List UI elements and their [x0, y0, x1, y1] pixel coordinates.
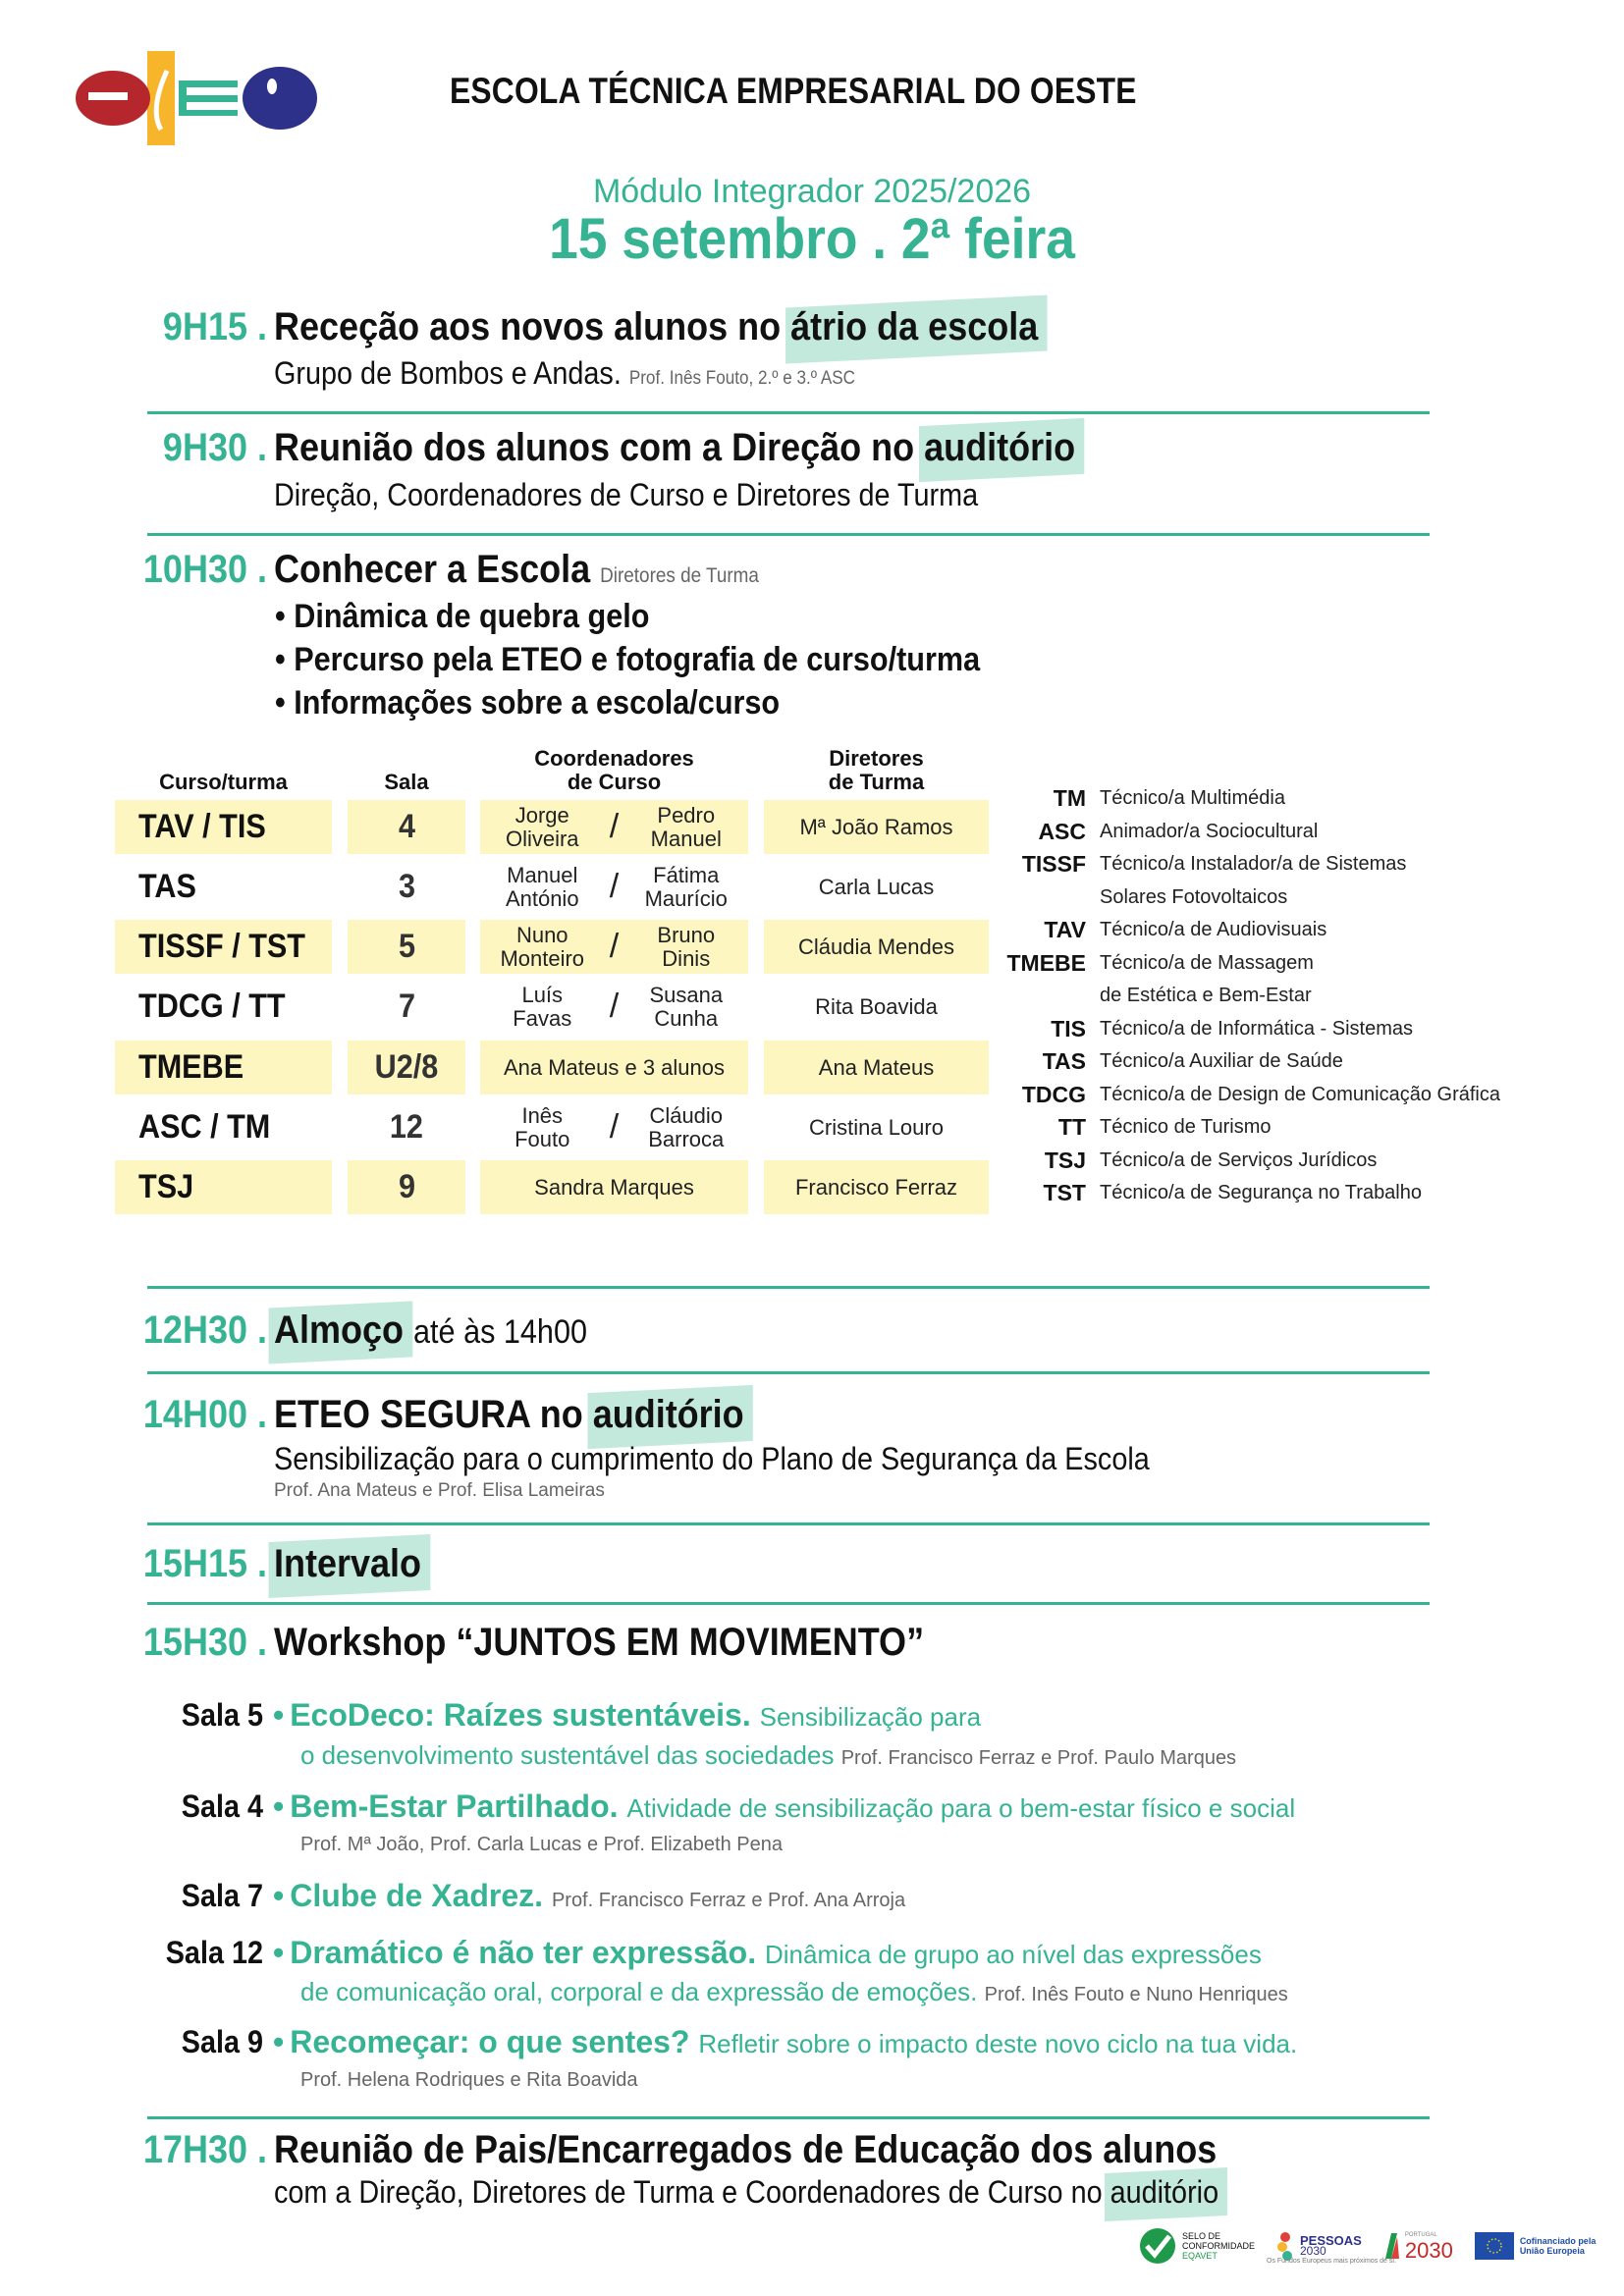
workshop-item: [147, 2024, 1297, 2060]
highlight-auditorio: auditório: [924, 426, 1076, 469]
eu-line: União Europeia: [1519, 2246, 1585, 2256]
workshop-profs: Prof. Helena Rodriques e Rita Boavida: [300, 2069, 638, 2091]
workshop-profs: Prof. Inês Fouto e Nuno Henriques: [984, 1984, 1288, 2005]
abbreviation-row: [1001, 1013, 1500, 1046]
workshop-item: [147, 1789, 1295, 1825]
abbreviation-code: TST: [1043, 1180, 1086, 1205]
header-line: de Curso: [567, 770, 662, 794]
diretor-name: Carla Lucas: [818, 874, 935, 899]
divider: [147, 1286, 1430, 1289]
title-text: ETEO SEGURA no: [274, 1393, 593, 1436]
name-line: Cláudio: [649, 1102, 724, 1128]
time-1230: 12H30 .: [142, 1308, 267, 1352]
workshop-title: EcoDeco: Raízes sustentáveis.: [290, 1697, 751, 1733]
eqavet-check-icon: [1139, 2227, 1176, 2265]
header-diretores: [764, 747, 989, 794]
eu-cofinanced-logo: [1475, 2232, 1597, 2260]
workshop-description: Sensibilização para: [759, 1702, 982, 1732]
table-cell-diretor: [764, 980, 989, 1034]
eqavet-line: EQAVET: [1182, 2251, 1218, 2261]
table-cell-curso: [115, 920, 332, 974]
abbreviation-meaning: de Estética e Bem-Estar: [1100, 985, 1312, 1006]
diretor-name: Cláudia Mendes: [798, 934, 954, 959]
coordinator-a: [480, 804, 605, 851]
table-cell-sala: [348, 1160, 465, 1214]
bullet-icon: •: [273, 1878, 285, 1913]
abbreviation-row: [1001, 1111, 1500, 1145]
workshop-room: Sala 7: [181, 1878, 263, 1913]
table-cell-coordenadores: [480, 1160, 748, 1214]
abbreviation-row: [1001, 881, 1500, 915]
curso-label: TMEBE: [138, 1048, 244, 1086]
title-lunch: [274, 1308, 587, 1353]
activity-bullets: [275, 595, 980, 724]
logo-E: [179, 80, 238, 116]
name-line: Manuel: [650, 826, 722, 851]
curso-label: TISSF / TST: [138, 928, 306, 965]
highlight-intervalo: Intervalo: [274, 1542, 422, 1585]
sub-text: com a Direção, Diretores de Turma e Coordenadores de Curso no: [274, 2174, 1110, 2210]
table-cell-coordenadores: [480, 800, 748, 854]
bullet-icon: •: [273, 2024, 285, 2059]
abbreviation-row: [1001, 1177, 1500, 1210]
name-line: Fátima: [653, 862, 720, 887]
table-cell-coordenadores: [480, 980, 748, 1034]
workshop-room: Sala 12: [165, 1935, 263, 1970]
title-reception: [274, 305, 1038, 349]
name-line: Pedro: [657, 802, 716, 828]
sala-label: 12: [389, 1108, 424, 1146]
workshop-profs: Prof. Francisco Ferraz e Prof. Ana Arroja: [551, 1890, 906, 1911]
module-title: Módulo Integrador 2025/2026: [592, 173, 1032, 210]
abbreviation-meaning: Técnico de Turismo: [1100, 1116, 1272, 1138]
table-cell-coordenadores: [480, 1041, 748, 1095]
workshop-title: Bem-Estar Partilhado.: [290, 1789, 619, 1824]
portugal-label: PORTUGAL: [1404, 2232, 1437, 2238]
name-line: Oliveira: [505, 826, 579, 851]
subtitle-bombos: [274, 355, 855, 392]
logo-yellow-bar: [147, 51, 175, 145]
workshop-description-cont: [300, 1740, 1236, 1771]
table-cell-coordenadores: [480, 920, 748, 974]
note-profs-safety: Prof. Ana Mateus e Prof. Elisa Lameiras: [274, 1480, 605, 1501]
bullet-icon: •: [273, 1789, 285, 1824]
coordinator-b: [624, 924, 749, 971]
table-cell-curso: [115, 800, 332, 854]
coordinator-b: [624, 864, 749, 911]
workshop-title: Dramático é não ter expressão.: [290, 1935, 757, 1970]
table-cell-diretor: [764, 1100, 989, 1154]
time-1400: 14H00 .: [142, 1393, 267, 1436]
abbreviation-meaning: Técnico/a Auxiliar de Saúde: [1100, 1050, 1343, 1072]
table-cell-curso: [115, 1160, 332, 1214]
separator-slash: /: [609, 928, 620, 965]
coordinator-a: [480, 984, 605, 1031]
bullet-icon: •: [273, 1935, 285, 1970]
name-line: Susana: [649, 982, 724, 1007]
workshop-description: Dinâmica de grupo ao nível das expressões: [764, 1940, 1262, 1969]
header-sala: Sala: [384, 770, 429, 794]
coordinator-pair: [480, 984, 748, 1031]
diretor-name: Francisco Ferraz: [794, 1174, 958, 1200]
abbreviation-meaning: Técnico/a de Informática - Sistemas: [1100, 1017, 1414, 1040]
separator-slash: /: [609, 988, 620, 1025]
divider: [147, 1522, 1430, 1525]
highlight-atrio: átrio da escola: [790, 305, 1039, 348]
workshop-title: Recomeçar: o que sentes?: [290, 2024, 690, 2059]
sala-label: U2/8: [374, 1048, 439, 1086]
diretor-name: Rita Boavida: [815, 993, 938, 1019]
name-line: Manuel: [507, 862, 578, 887]
workshop-title: Clube de Xadrez.: [290, 1878, 544, 1913]
divider: [147, 533, 1430, 536]
eqavet-logo: [1139, 2227, 1255, 2265]
title-eteo-segura: [274, 1393, 744, 1437]
header-curso: Curso/turma: [159, 770, 288, 794]
name-line: Monteiro: [500, 945, 585, 971]
name-line: António: [505, 885, 579, 911]
abbreviation-row: [1001, 1045, 1500, 1079]
table-cell-curso: [115, 860, 332, 914]
abbreviation-row: [1001, 1145, 1500, 1178]
curso-label: TDCG / TT: [138, 988, 286, 1025]
abbreviation-meaning: Solares Fotovoltaicos: [1100, 885, 1288, 908]
abbreviation-meaning: Animador/a Sociocultural: [1100, 820, 1319, 842]
curso-label: TAV / TIS: [138, 808, 266, 845]
lunch-until: até às 14h00: [413, 1313, 587, 1351]
header-line: de Turma: [828, 770, 925, 794]
sala-label: 7: [398, 988, 415, 1025]
footer-logos: [1139, 2216, 1596, 2275]
workshop-item: [147, 1935, 1262, 1971]
divider: [147, 1602, 1430, 1605]
coordinator-pair: [480, 1104, 748, 1151]
curso-label: TAS: [138, 868, 196, 905]
abbreviation-code: TAS: [1042, 1048, 1086, 1074]
bullet-item: • Percurso pela ETEO e fotografia de curso/turma: [275, 638, 980, 681]
time-0930: 9H30 .: [162, 426, 267, 469]
name-line: Maurício: [644, 885, 728, 911]
title-know-school: [274, 548, 759, 592]
table-cell-sala: [348, 1041, 465, 1095]
header-coordenadores: [480, 747, 748, 794]
coordinator-pair: [480, 804, 748, 851]
table-cell-diretor: [764, 860, 989, 914]
diretor-name: Cristina Louro: [809, 1114, 944, 1140]
school-name: ESCOLA TÉCNICA EMPRESARIAL DO OESTE: [450, 71, 1137, 111]
eu-funds-tagline: Os Fundos Europeus mais próximos de si.: [1267, 2258, 1396, 2265]
workshop-profs: Prof. Mª João, Prof. Carla Lucas e Prof. Elizabeth Pena: [300, 1834, 783, 1855]
abbreviation-meaning: Técnico/a Multimédia: [1100, 787, 1285, 809]
workshop-profs: Prof. Francisco Ferraz e Prof. Paulo Marques: [840, 1747, 1237, 1769]
event-date: 15 setembro . 2ª feira: [549, 207, 1075, 271]
title-text: Conhecer a Escola: [274, 548, 591, 591]
header-line: Coordenadores: [534, 746, 694, 771]
separator-slash: /: [609, 1108, 620, 1146]
coordinator-pair: [480, 924, 748, 971]
pessoas-2030-logo: [1276, 2231, 1362, 2261]
title-parents-meeting: Reunião de Pais/Encarregados de Educação dos alunos: [274, 2128, 1218, 2171]
sala-label: 9: [398, 1168, 415, 1205]
abbreviation-meaning: Técnico/a de Audiovisuais: [1100, 919, 1327, 940]
coordinator-b: [624, 1104, 749, 1151]
table-cell-diretor: [764, 1041, 989, 1095]
title-break: [274, 1542, 421, 1586]
eu-line: Cofinanciado pela: [1519, 2236, 1597, 2246]
table-cell-curso: [115, 1100, 332, 1154]
abbreviation-row: [1001, 947, 1500, 981]
curso-label: ASC / TM: [138, 1108, 271, 1146]
bullet-item: • Informações sobre a escola/curso: [275, 681, 980, 724]
table-cell-diretor: [764, 800, 989, 854]
table-cell-coordenadores: [480, 1100, 748, 1154]
highlight-almoco: Almoço: [274, 1308, 405, 1352]
table-cell-sala: [348, 800, 465, 854]
workshop-description: Refletir sobre o impacto deste novo ciclo na tua vida.: [698, 2029, 1298, 2058]
workshop-description-2: o desenvolvimento sustentável das sociedades: [300, 1740, 835, 1770]
eu-flag-icon: [1475, 2232, 1514, 2260]
abbreviation-code: TM: [1053, 785, 1086, 811]
coordinator-a: [480, 864, 605, 911]
separator-slash: /: [609, 868, 620, 905]
pessoas-title: PESSOAS: [1300, 2233, 1362, 2248]
workshop-description-2: de comunicação oral, corporal e da expressão de emoções.: [300, 1977, 978, 2006]
header-line: Diretores: [829, 746, 924, 771]
workshop-room: Sala 4: [181, 1789, 263, 1824]
table-cell-sala: [348, 980, 465, 1034]
subtitle-safety: Sensibilização para o cumprimento do Plano de Segurança da Escola: [274, 1441, 1150, 1476]
title-text: Reunião dos alunos com a Direção no: [274, 426, 925, 469]
abbreviation-code: [1001, 881, 1100, 915]
abbreviation-row: [1001, 914, 1500, 947]
note-prof: Prof. Inês Fouto, 2.º e 3.º ASC: [628, 368, 855, 389]
eqavet-line: CONFORMIDADE: [1182, 2241, 1255, 2251]
abbreviation-legend: [1001, 782, 1500, 1210]
table-cell-sala: [348, 860, 465, 914]
time-0915: 9H15 .: [162, 305, 267, 348]
name-line: Barroca: [648, 1126, 725, 1151]
table-cell-curso: [115, 1041, 332, 1095]
time-1030: 10H30 .: [142, 548, 267, 591]
abbreviation-row: [1001, 1079, 1500, 1112]
workshop-item: [147, 1878, 905, 1914]
abbreviation-row: [1001, 980, 1500, 1013]
name-line: Dinis: [662, 945, 711, 971]
abbreviation-row: [1001, 782, 1500, 816]
workshop-room: Sala 5: [181, 1697, 263, 1733]
eqavet-line: SELO DE: [1182, 2231, 1221, 2241]
title-workshop: Workshop “JUNTOS EM MOVIMENTO”: [274, 1621, 925, 1664]
name-line: Jorge: [514, 802, 569, 828]
abbreviation-row: [1001, 848, 1500, 881]
sub-text: Grupo de Bombos e Andas.: [274, 355, 622, 391]
title-text: Receção aos novos alunos no: [274, 305, 791, 348]
sala-label: 4: [398, 808, 415, 845]
abbreviation-meaning: Técnico/a de Serviços Jurídicos: [1100, 1148, 1378, 1171]
coordinator-name: Sandra Marques: [534, 1174, 694, 1200]
name-line: Cunha: [654, 1005, 719, 1031]
coordinator-b: [624, 804, 749, 851]
abbreviation-code: TT: [1057, 1114, 1086, 1140]
portugal-year: 2030: [1404, 2238, 1453, 2263]
abbreviation-meaning: Técnico/a Instalador/a de Sistemas: [1100, 853, 1407, 875]
table-cell-diretor: [764, 1160, 989, 1214]
divider: [147, 411, 1430, 414]
abbreviation-code: [1001, 980, 1100, 1013]
abbreviation-row: [1001, 816, 1500, 849]
sala-label: 5: [398, 928, 415, 965]
workshop-item: [147, 1697, 981, 1734]
abbreviation-meaning: Técnico/a de Design de Comunicação Gráfica: [1100, 1083, 1500, 1105]
curso-label: TSJ: [138, 1168, 194, 1205]
sala-label: 3: [398, 868, 415, 905]
subtitle-parents: [274, 2174, 1218, 2211]
name-line: Bruno: [657, 922, 716, 947]
coordinator-a: [480, 924, 605, 971]
portugal-flag-icon: [1383, 2231, 1399, 2261]
time-1530: 15H30 .: [142, 1621, 267, 1664]
title-meeting-direction: [274, 426, 1075, 470]
table-cell-curso: [115, 980, 332, 1034]
abbreviation-code: TAV: [1044, 917, 1086, 942]
workshop-description-cont: [300, 1977, 1288, 2007]
abbreviation-code: TDCG: [1021, 1081, 1086, 1107]
eteo-logo: [69, 51, 324, 145]
note-diretores: Diretores de Turma: [600, 564, 759, 587]
coordinator-b: [624, 984, 749, 1031]
coordinator-a: [480, 1104, 605, 1151]
time-1730: 17H30 .: [142, 2128, 267, 2171]
divider: [147, 2116, 1430, 2119]
abbreviation-code: TSJ: [1044, 1147, 1086, 1173]
table-cell-diretor: [764, 920, 989, 974]
pessoas-year: 2030: [1300, 2244, 1326, 2258]
abbreviation-code: TISSF: [1021, 851, 1086, 877]
abbreviation-meaning: Técnico/a de Massagem: [1100, 951, 1314, 974]
workshop-room: Sala 9: [181, 2024, 263, 2059]
table-cell-sala: [348, 1100, 465, 1154]
abbreviation-code: ASC: [1038, 818, 1086, 844]
diretor-name: Ana Mateus: [818, 1054, 935, 1080]
workshop-description: Atividade de sensibilização para o bem-estar físico e social: [626, 1793, 1296, 1823]
divider: [147, 1371, 1430, 1374]
coordinator-name: Ana Mateus e 3 alunos: [503, 1054, 726, 1080]
name-line: Nuno: [515, 922, 568, 947]
abbreviation-code: TIS: [1051, 1015, 1086, 1041]
diretor-name: Mª João Ramos: [799, 814, 953, 839]
table-cell-coordenadores: [480, 860, 748, 914]
logo-o: [243, 67, 317, 130]
separator-slash: /: [609, 808, 620, 845]
table-cell-sala: [348, 920, 465, 974]
abbreviation-meaning: Técnico/a de Segurança no Trabalho: [1100, 1182, 1422, 1203]
time-1515: 15H15 .: [142, 1542, 267, 1585]
abbreviation-code: TMEBE: [1006, 949, 1086, 976]
name-line: Favas: [513, 1005, 572, 1031]
subtitle-direction: Direção, Coordenadores de Curso e Diretores de Turma: [274, 477, 979, 512]
coordinator-pair: [480, 864, 748, 911]
highlight-auditorio: auditório: [1110, 2174, 1219, 2210]
highlight-auditorio: auditório: [592, 1393, 744, 1436]
name-line: Fouto: [514, 1126, 570, 1151]
name-line: Inês: [521, 1102, 564, 1128]
pessoas-figure-icon: [1276, 2231, 1294, 2261]
bullet-icon: •: [273, 1697, 285, 1733]
name-line: Luís: [521, 982, 564, 1007]
bullet-item: • Dinâmica de quebra gelo: [275, 595, 980, 638]
